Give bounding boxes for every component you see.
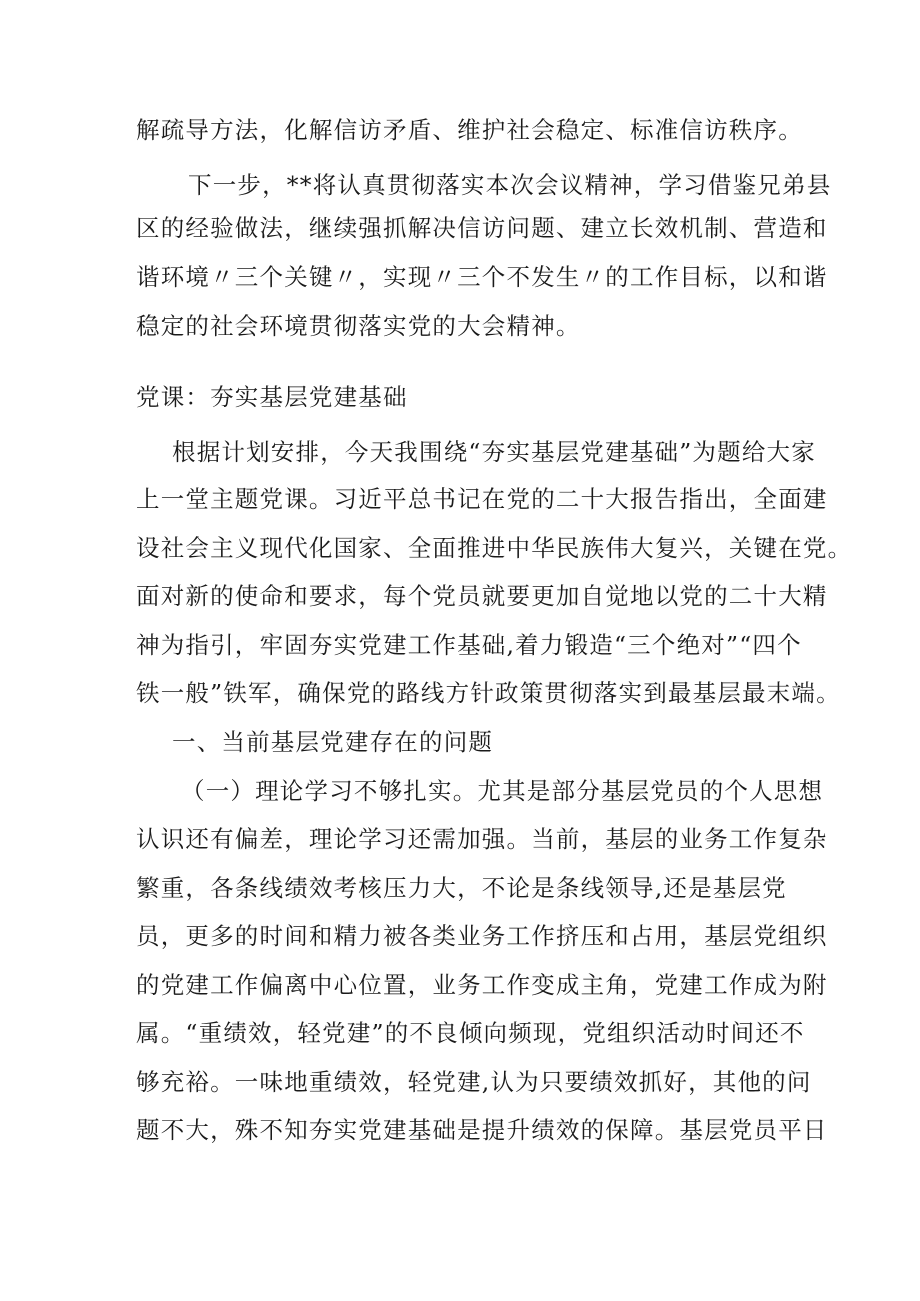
- paragraph-line: 神为指引，牢固夯实党建工作基础,着力锻造“三个绝对”“四个: [136, 631, 802, 659]
- paragraph-line: 的党建工作偏离中心位置，业务工作变成主角，党建工作成为附: [136, 971, 828, 999]
- paragraph-line: 区的经验做法，继续强抓解决信访问题、建立长效机制、营造和: [136, 214, 828, 242]
- paragraph-line: 上一堂主题党课。习近平总书记在党的二十大报告指出，全面建: [136, 485, 828, 513]
- paragraph-line: 员，更多的时间和精力被各类业务工作挤压和占用，基层党组织: [136, 922, 828, 950]
- paragraph-line: 题不大，殊不知夯实党建基础是提升绩效的保障。基层党员平日: [136, 1116, 828, 1144]
- paragraph-line: 属。“重绩效，轻党建”的不良倾向频现，党组织活动时间还不: [136, 1019, 805, 1047]
- section-title: 党课：夯实基层党建基础: [136, 383, 408, 411]
- paragraph-line: 够充裕。一味地重绩效，轻党建,认为只要绩效抓好，其他的问: [136, 1068, 812, 1096]
- paragraph-line: 解疏导方法，化解信访矛盾、维护社会稳定、标准信访秩序。: [136, 116, 803, 144]
- section-heading: 一、当前基层党建存在的问题: [172, 728, 494, 756]
- paragraph-line: 稳定的社会环境贯彻落实党的大会精神。: [136, 312, 581, 340]
- paragraph-line: 根据计划安排，今天我围绕“夯实基层党建基础”为题给大家: [172, 438, 816, 466]
- paragraph-line: 认识还有偏差，理论学习还需加强。当前，基层的业务工作复杂: [136, 825, 828, 853]
- paragraph-line: （一）理论学习不够扎实。尤其是部分基层党员的个人思想: [181, 777, 824, 805]
- paragraph-line: 面对新的使命和要求，每个党员就要更加自觉地以党的二十大精: [136, 582, 828, 610]
- paragraph-line: 铁一般”铁军，确保党的路线方针政策贯彻落实到最基层最末端。: [136, 679, 841, 707]
- paragraph-line: 繁重，各条线绩效考核压力大，不论是条线领导,还是基层党: [136, 874, 787, 902]
- paragraph-line: 设社会主义现代化国家、全面推进中华民族伟大复兴，关键在党。: [136, 534, 853, 562]
- paragraph-line: 下一步，**将认真贯彻落实本次会议精神，学习借鉴兄弟县: [188, 171, 832, 199]
- paragraph-line: 谐环境〃三个关键〃，实现〃三个不发生〃的工作目标，以和谐: [136, 263, 828, 291]
